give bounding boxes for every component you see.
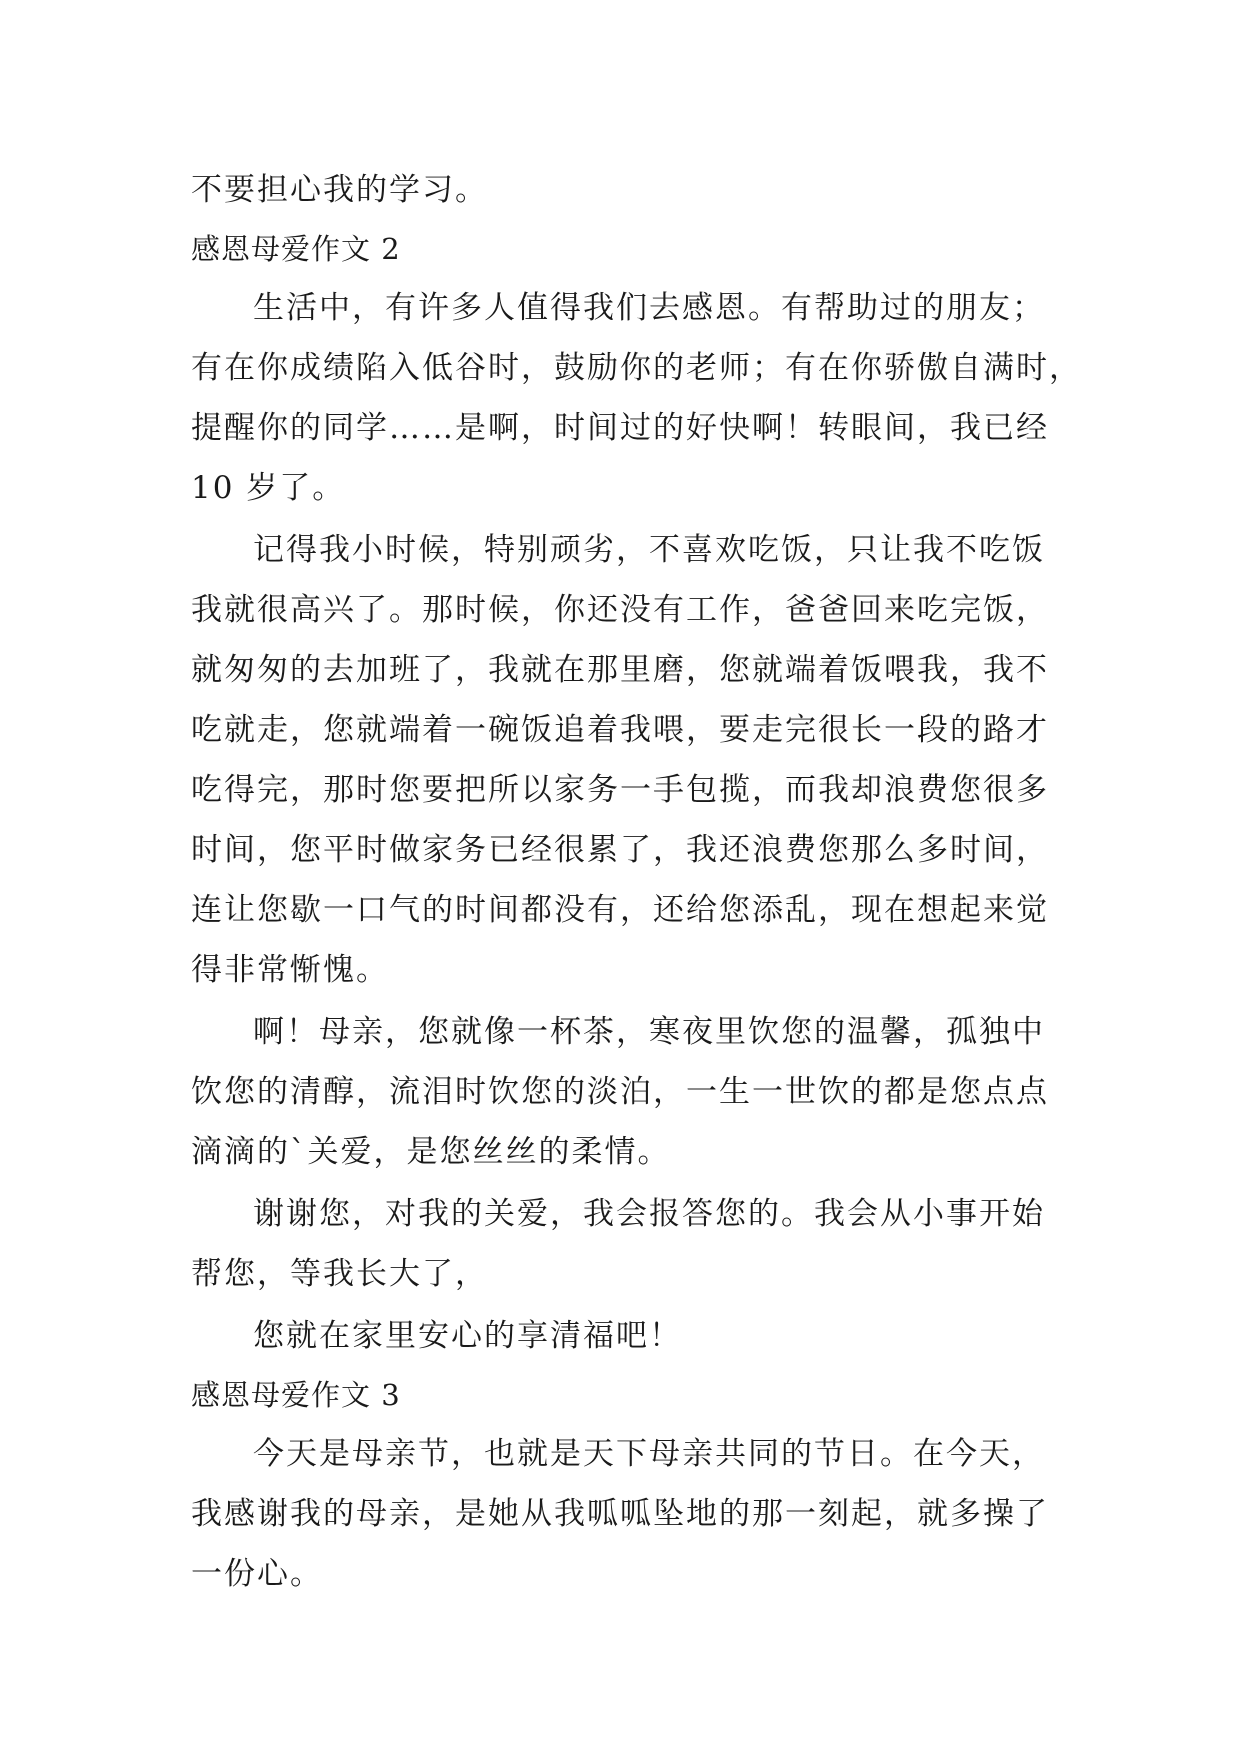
essay2-paragraph-5 [191, 1306, 1071, 1366]
essay2-paragraph-1 [191, 278, 1082, 518]
paragraph-line: 今天是母亲节，也就是天下母亲共同的节日。在今天， [253, 1436, 1045, 1472]
paragraph-line: 谢谢您，对我的关爱，我会报答您的。我会从小事开始 [253, 1196, 1045, 1232]
essay2-paragraph-3 [191, 1002, 1071, 1182]
paragraph-line: 啊！母亲，您就像一杯茶，寒夜里饮您的温馨，孤独中 [253, 1014, 1045, 1050]
paragraph-line: 记得我小时候，特别顽劣，不喜欢吃饭，只让我不吃饭 [253, 532, 1045, 568]
paragraph-line: 滴滴的`关爱，是您丝丝的柔情。 [191, 1134, 671, 1170]
paragraph-line: 连让您歇一口气的时间都没有，还给您添乱，现在想起来觉 [191, 892, 1049, 928]
paragraph-line: 得非常惭愧。 [191, 952, 389, 988]
paragraph-line: 吃得完，那时您要把所以家务一手包揽，而我却浪费您很多 [191, 772, 1049, 808]
paragraph-line: 您就在家里安心的享清福吧！ [253, 1318, 682, 1354]
essay2-paragraph-4 [191, 1184, 1071, 1304]
paragraph-line: 就匆匆的去加班了，我就在那里磨，您就端着饭喂我，我不 [191, 652, 1049, 688]
paragraph-line: 有在你成绩陷入低谷时，鼓励你的老师；有在你骄傲自满时， [191, 350, 1082, 386]
paragraph-line: 生活中，有许多人值得我们去感恩。有帮助过的朋友； [253, 290, 1045, 326]
paragraph-line: 我就很高兴了。那时候，你还没有工作，爸爸回来吃完饭， [191, 592, 1049, 628]
intro-line: 不要担心我的学习。 [191, 172, 488, 208]
essay3-paragraph-1 [191, 1424, 1071, 1604]
paragraph-line: 时间，您平时做家务已经很累了，我还浪费您那么多时间， [191, 832, 1049, 868]
paragraph-line: 一份心。 [191, 1556, 323, 1592]
essay3-title: 感恩母爱作文 3 [191, 1378, 401, 1412]
paragraph-line: 10 岁了。 [191, 470, 346, 506]
essay2-title: 感恩母爱作文 2 [191, 232, 401, 266]
paragraph-line: 吃就走，您就端着一碗饭追着我喂，要走完很长一段的路才 [191, 712, 1049, 748]
paragraph-line: 帮您，等我长大了， [191, 1256, 488, 1292]
paragraph-line: 饮您的清醇，流泪时饮您的淡泊，一生一世饮的都是您点点 [191, 1074, 1049, 1110]
essay2-paragraph-2 [191, 520, 1071, 1000]
paragraph-line: 我感谢我的母亲，是她从我呱呱坠地的那一刻起，就多操了 [191, 1496, 1049, 1532]
paragraph-line: 提醒你的同学……是啊，时间过的好快啊！转眼间，我已经 [191, 410, 1049, 446]
document-body [191, 160, 1082, 1604]
